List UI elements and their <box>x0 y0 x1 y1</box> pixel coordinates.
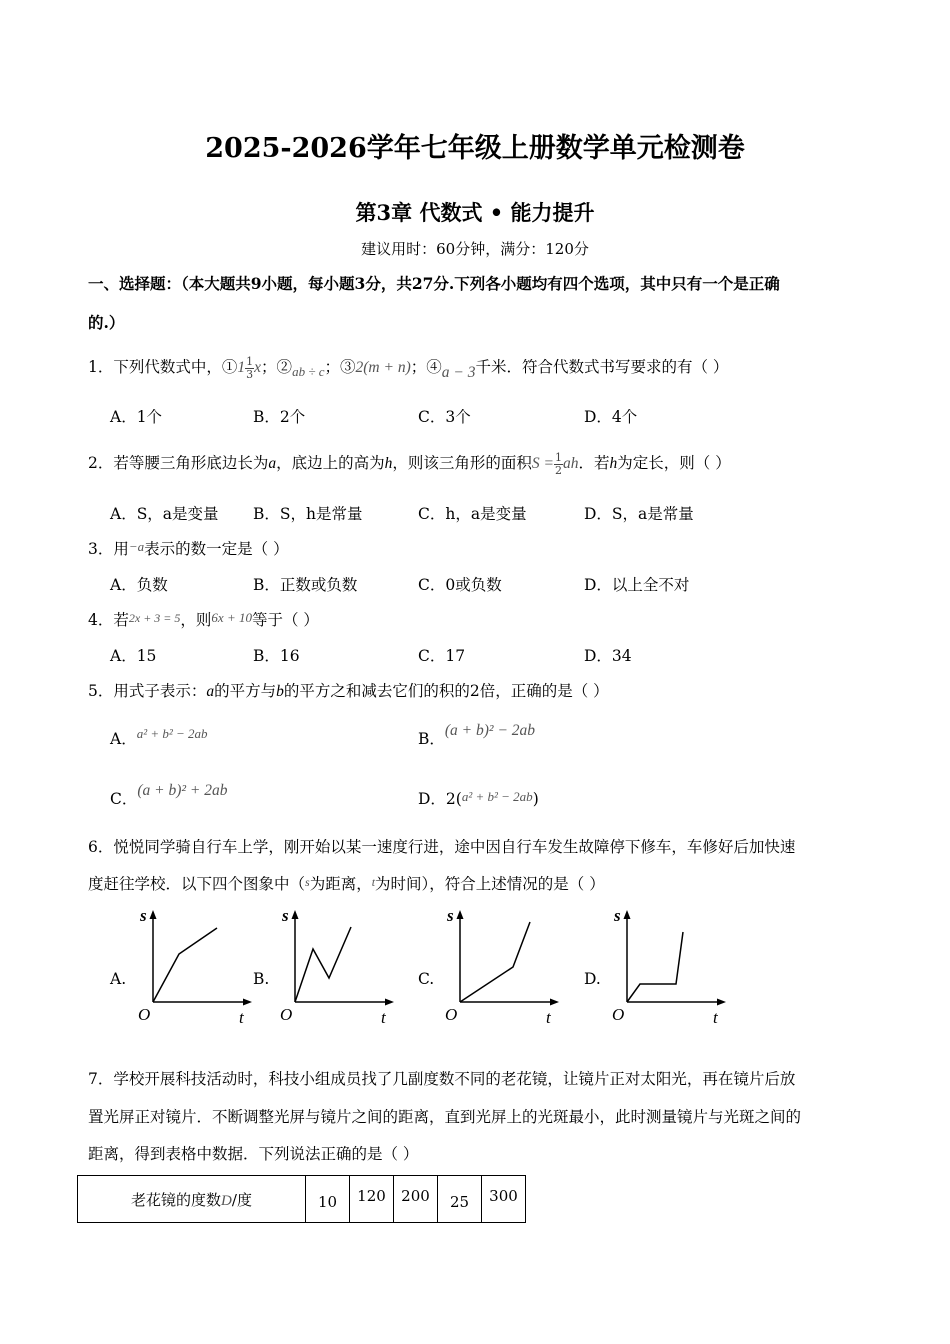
graph-c-x-label: t <box>546 1008 551 1027</box>
graph-c-y-label: s <box>447 906 454 925</box>
graph-c[interactable] <box>441 902 571 1027</box>
q1-text: 1．下列代数式中， <box>88 358 222 376</box>
q4-expr-2: 6x + 10 <box>211 610 252 625</box>
table-cell: 200 <box>394 1176 438 1223</box>
q2-formula-fraction: $\frac{1}{2}$ <box>555 450 562 477</box>
q1-option-d[interactable]: D．4个 <box>584 408 638 426</box>
q1-choice-1-whole: 1 <box>237 359 246 376</box>
graph-a-origin: O <box>138 1005 151 1024</box>
q5-option-d[interactable]: D．2(a² + b² − 2ab) <box>418 789 539 808</box>
q2-option-a[interactable]: A．S，a是变量 <box>110 505 219 523</box>
q5-option-b[interactable]: B．(a + b)² − 2ab <box>418 722 536 748</box>
graph-b-label[interactable]: B. <box>253 970 270 988</box>
q2-option-c[interactable]: C．h，a是变量 <box>418 505 527 523</box>
q3-option-c[interactable]: C．0或负数 <box>418 576 502 594</box>
q1-option-a[interactable]: A．1个 <box>110 408 163 426</box>
graph-c-label[interactable]: C. <box>418 970 435 988</box>
page-title: 2025-2026学年七年级上册数学单元检测卷 <box>205 133 745 164</box>
q4-expr-1: 2x + 3 = 5 <box>128 611 181 625</box>
q2-option-d[interactable]: D．S，a是常量 <box>584 505 694 523</box>
section-heading-cont: 的.） <box>88 313 125 332</box>
chapter-subtitle: 第3章 代数式 • 能力提升 <box>355 200 595 225</box>
q1-choice-1-var: x <box>254 359 262 376</box>
graph-b-y-label: s <box>282 906 289 925</box>
q2-formula-s: S = <box>531 455 554 472</box>
q3-option-a[interactable]: A．负数 <box>110 576 168 594</box>
q4-option-d[interactable]: D．34 <box>584 647 632 665</box>
q3-option-d[interactable]: D．以上全不对 <box>584 576 690 594</box>
graph-d-origin: O <box>612 1005 625 1024</box>
q5-option-a[interactable]: A．$^{a^2 + b^2 - 2ab}$ <box>110 726 208 748</box>
q4-option-c[interactable]: C．17 <box>418 647 466 665</box>
table-cell: 10 <box>306 1176 350 1223</box>
question-3: 3．用−a表示的数一定是（ ） <box>88 539 289 558</box>
table-cell: 25 <box>438 1176 482 1223</box>
q4-option-b[interactable]: B．16 <box>253 647 300 665</box>
table-cell: 120 <box>350 1176 394 1223</box>
section-heading: 一、选择题：（本大题共9小题，每小题3分，共27分.下列各小题均有四个选项，其中只有一个是正确 <box>88 274 780 293</box>
graph-b-origin: O <box>280 1005 293 1024</box>
question-7-cont-1: 置光屏正对镜片．不断调整光屏与镜片之间的距离，直到光屏上的光斑最小，此时测量镜片与光斑之间的 <box>88 1108 802 1126</box>
question-1: 1．下列代数式中，①1 $\frac{1}{3}$ x；$②_{ab \div c}$；③2(m + n)；④a − 3千米．符合代数式书写要求的有（ ） <box>88 354 729 381</box>
question-7: 7．学校开展科技活动时，科技小组成员找了几副度数不同的老花镜，让镜片正对太阳光，再在镜片后放 <box>88 1070 796 1088</box>
q1-choice-3-expr: 2(m + n) <box>355 359 411 376</box>
graph-d-label[interactable]: D. <box>584 970 601 988</box>
q1-option-b[interactable]: B．2个 <box>253 408 306 426</box>
q5-option-c[interactable]: C．(a + b)² + 2ab <box>110 782 228 808</box>
graph-b-x-label: t <box>381 1008 386 1027</box>
q3-option-b[interactable]: B．正数或负数 <box>253 576 358 594</box>
graph-d-y-label: s <box>614 906 621 925</box>
q2-option-b[interactable]: B．S，h是常量 <box>253 505 363 523</box>
graph-c-origin: O <box>445 1005 458 1024</box>
q1-choice-1-fraction: $\frac{1}{3}$ <box>246 354 254 381</box>
q1-choice-1-mark: ① <box>221 358 238 376</box>
q7-data-table <box>77 1175 526 1223</box>
graph-d[interactable] <box>608 902 738 1027</box>
question-6: 6．悦悦同学骑自行车上学，刚开始以某一速度行进，途中因自行车发生故障停下修车，车修好后加快速 <box>88 838 796 856</box>
question-4: 4．若2x + 3 = 5，则6x + 10等于（ ） <box>88 610 319 629</box>
q1-choice-2-expr: ab ÷ c <box>292 364 325 379</box>
graph-a-x-label: t <box>239 1008 244 1027</box>
table-row <box>78 1176 526 1223</box>
q1-option-c[interactable]: C．3个 <box>418 408 471 426</box>
graph-a-y-label: s <box>140 906 147 925</box>
q1-choice-4-expr: a − 3 <box>441 364 476 381</box>
question-6-cont: 度赶往学校．以下四个图象中（s为距离，t为时间），符合上述情况的是（ ） <box>88 875 605 893</box>
table-header-cell: 老花镜的度数D/度 <box>78 1176 306 1223</box>
graph-a[interactable] <box>134 902 264 1027</box>
question-5: 5．用式子表示：a的平方与b的平方之和减去它们的积的2倍，正确的是（ ） <box>88 682 609 700</box>
graph-a-label[interactable]: A. <box>110 970 127 988</box>
question-7-cont-2: 距离，得到表格中数据．下列说法正确的是（ ） <box>88 1145 419 1163</box>
q3-expr: −a <box>128 539 145 554</box>
question-2: 2．若等腰三角形底边长为a，底边上的高为h，则该三角形的面积S = $\frac{1}{2}$ ah．若h为定长，则（ ） <box>88 450 731 477</box>
graph-d-x-label: t <box>713 1008 718 1027</box>
q4-option-a[interactable]: A．15 <box>110 647 157 665</box>
table-cell: 300 <box>482 1176 526 1223</box>
graph-b[interactable] <box>276 902 406 1027</box>
time-info: 建议用时：60分钟，满分：120分 <box>361 240 589 258</box>
